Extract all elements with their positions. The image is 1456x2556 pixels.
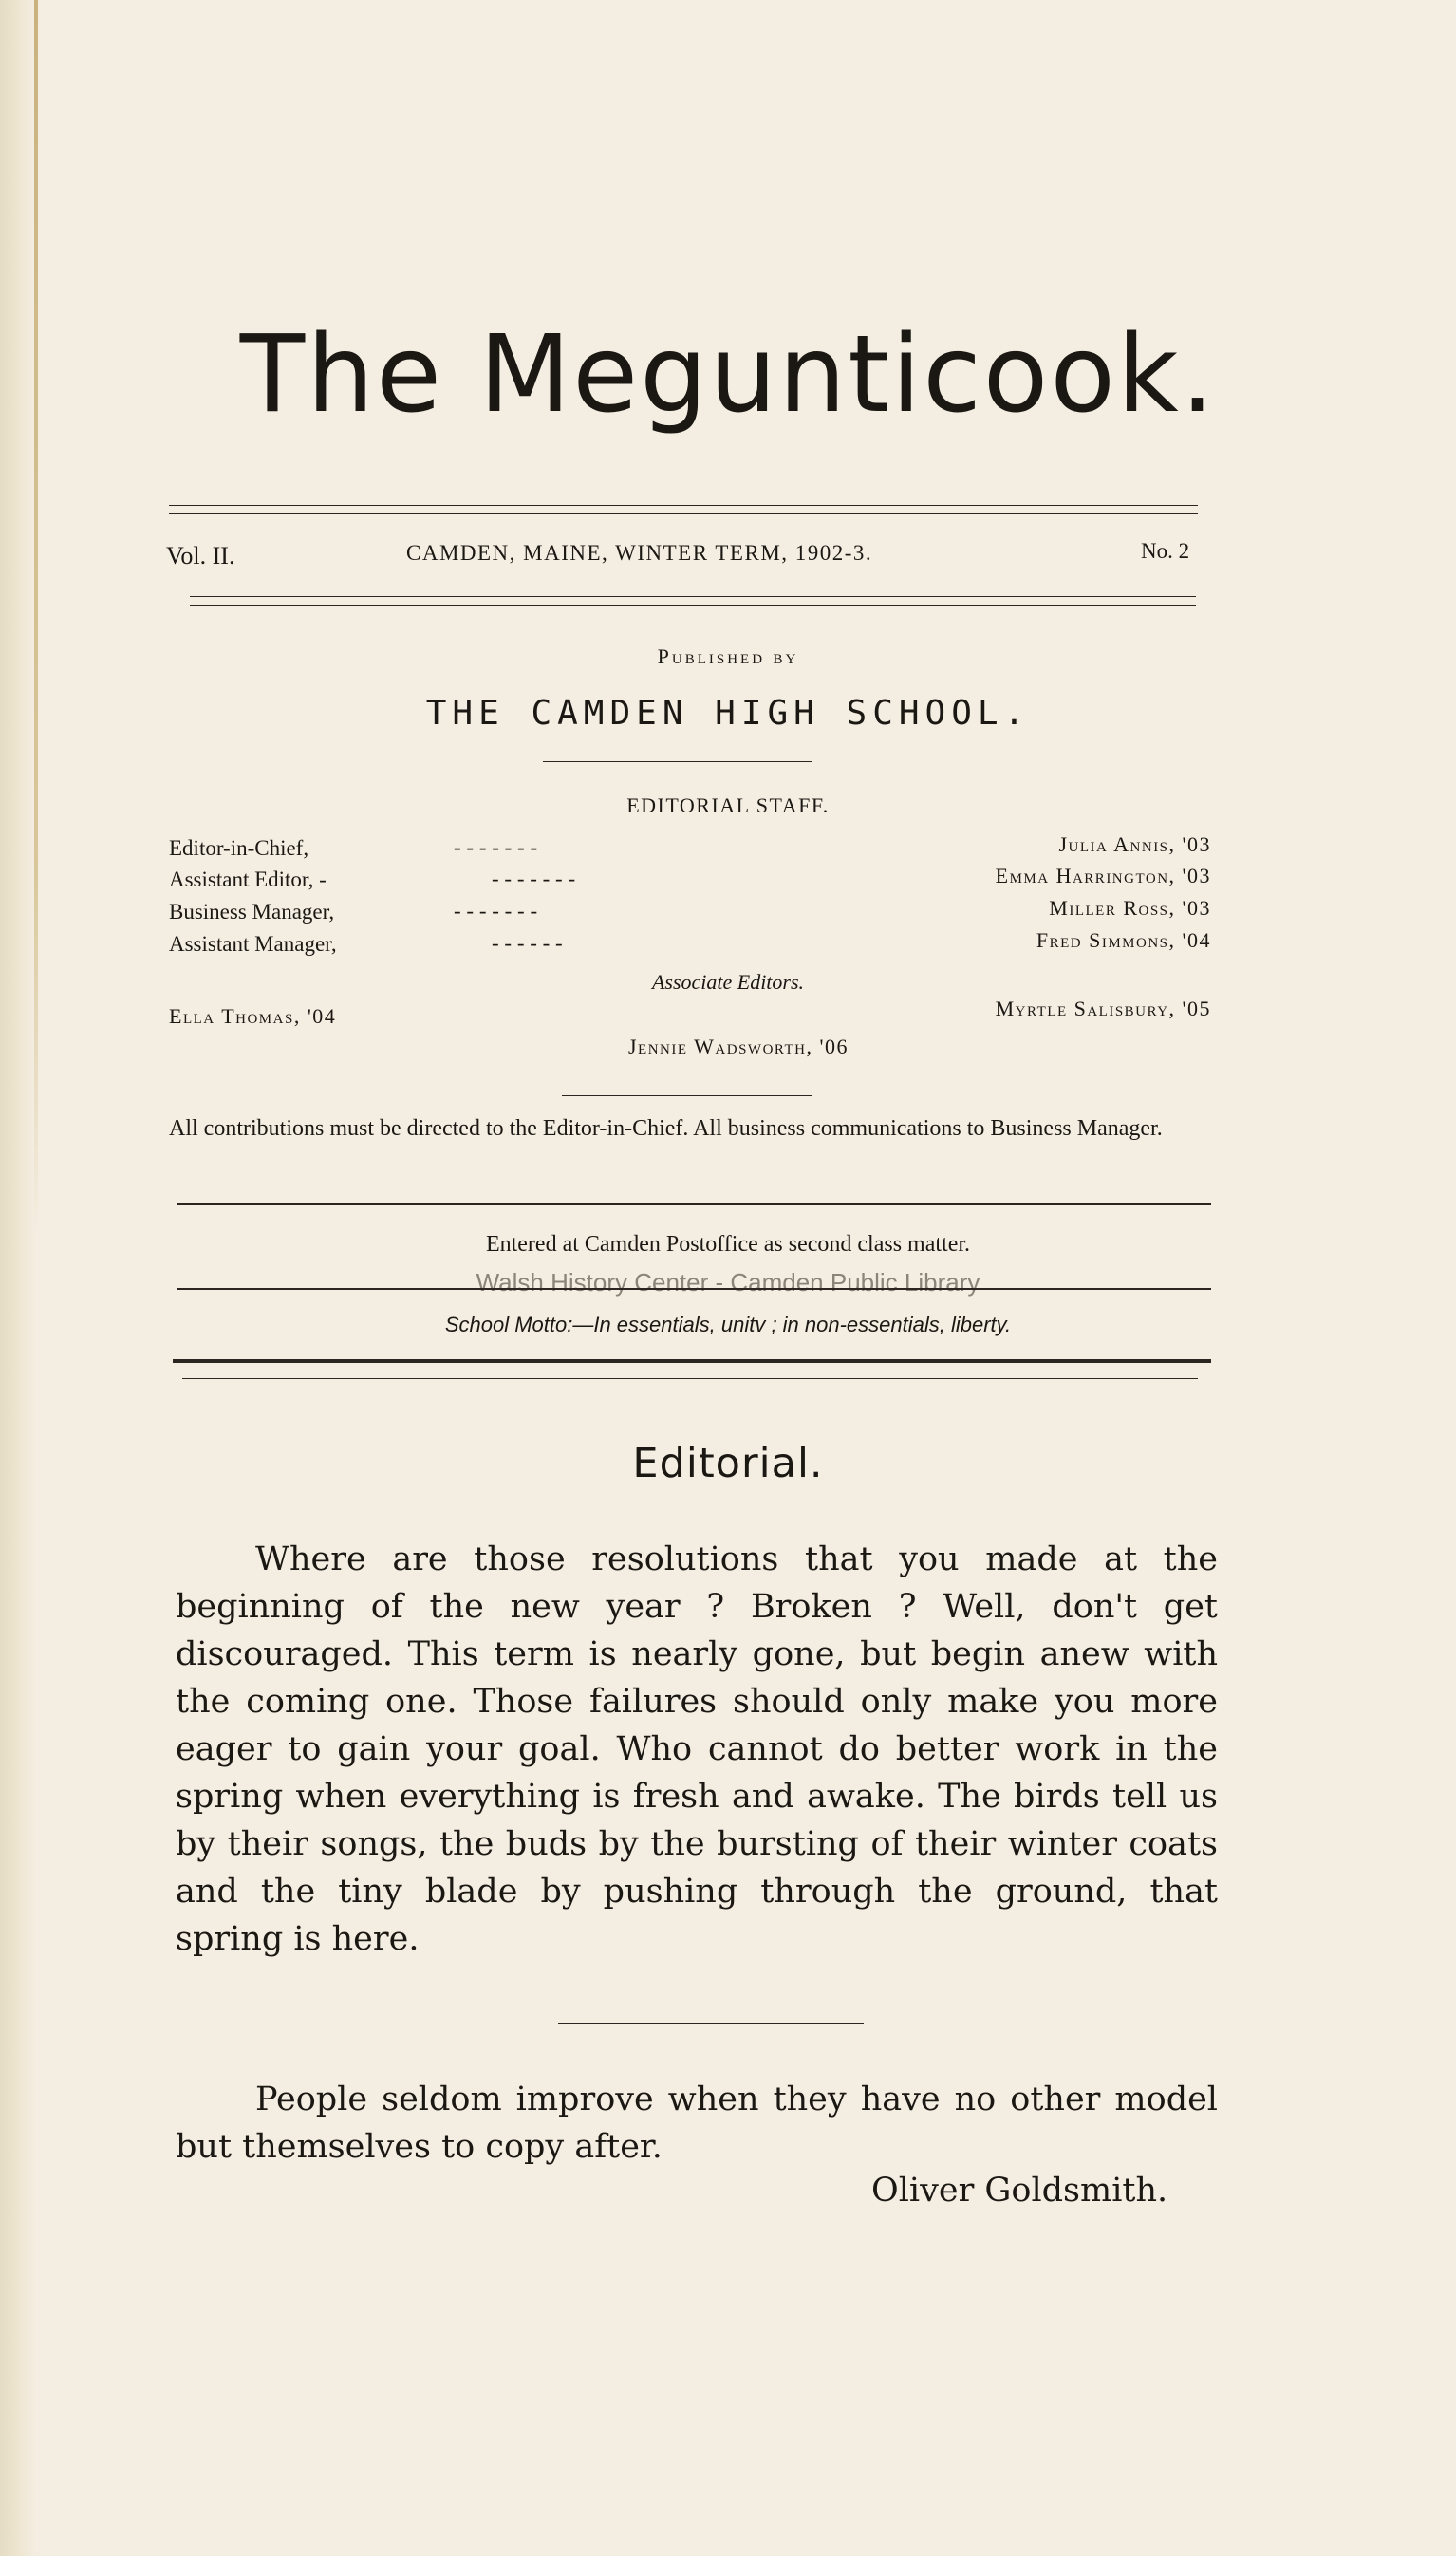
divider-short [543,761,812,762]
staff-leader: - - - - - - [492,931,563,955]
divider-short [558,2023,864,2024]
staff-leader: - - - - - - - [454,835,538,859]
staff-leader: - - - - - - - [454,899,538,923]
masthead-rule-top-1 [169,505,1198,506]
school-name: THE CAMDEN HIGH SCHOOL. [425,694,1031,733]
staff-name: Julia Annis, '03 [1058,832,1211,856]
quote-paragraph: People seldom improve when they have no other model but themselves to copy after. [176,2080,1218,2166]
published-by: Published by [657,644,799,668]
staff-name: Miller Ross, '03 [1049,896,1211,920]
masthead-title: The Megunticook. [239,313,1217,437]
library-watermark: Walsh History Center - Camden Public Library [476,1268,980,1297]
staff-leader: - - - - - - - [492,867,576,890]
masthead-rule-bottom-1 [190,596,1196,597]
staff-role: Business Manager, [169,900,335,924]
quote-attribution: Oliver Goldsmith. [871,2172,1168,2210]
issue-number: No. 2 [1141,539,1190,563]
section-rule-thin [182,1378,1198,1379]
postoffice-notice: Entered at Camden Postoffice as second class matter. [485,1232,971,1257]
staff-name: Emma Harrington, '03 [995,864,1211,887]
associate-editor: Jennie Wadsworth, '06 [628,1035,849,1058]
editorial-heading: Editorial. [632,1440,824,1487]
editorial-paragraph: Where are those resolutions that you made at the beginning of the new year ? Broken ? Well, don't get discouraged. This term is nearly gone, but begin anew with the coming one. Those failures should only make you more eager to gain your goal. Who cannot do better work in the spring when everything is fresh and awake. The birds tell us by their songs, the buds by the bursting of their winter coats and the tiny blade by pushing through the ground, that spring is here. [176,1540,1218,1958]
staff-role: Editor-in-Chief, [169,836,309,860]
staff-heading: EDITORIAL STAFF. [626,793,830,817]
volume-label: Vol. II. [166,542,235,569]
associate-editors-heading: Associate Editors. [651,970,805,994]
school-motto: School Motto:—In essentials, unitv ; in non-essentials, liberty. [444,1313,1012,1336]
divider-rule [177,1203,1211,1205]
staff-name: Fred Simmons, '04 [1036,928,1211,952]
divider-short [562,1095,812,1096]
masthead-rule-top-2 [169,513,1198,514]
dateline: CAMDEN, MAINE, WINTER TERM, 1902-3. [406,541,873,565]
divider-rule [177,1288,1211,1290]
masthead-rule-bottom-2 [190,605,1196,606]
contributions-notice: All contributions must be directed to the Editor-in-Chief. All business communications to Business Manager. [169,1116,1163,1141]
section-rule-thick [173,1359,1211,1363]
staff-role: Assistant Editor, - [169,868,327,891]
associate-editor: Myrtle Salisbury, '05 [995,997,1211,1020]
staff-role: Assistant Manager, [169,932,337,956]
associate-editor: Ella Thomas, '04 [169,1004,337,1028]
